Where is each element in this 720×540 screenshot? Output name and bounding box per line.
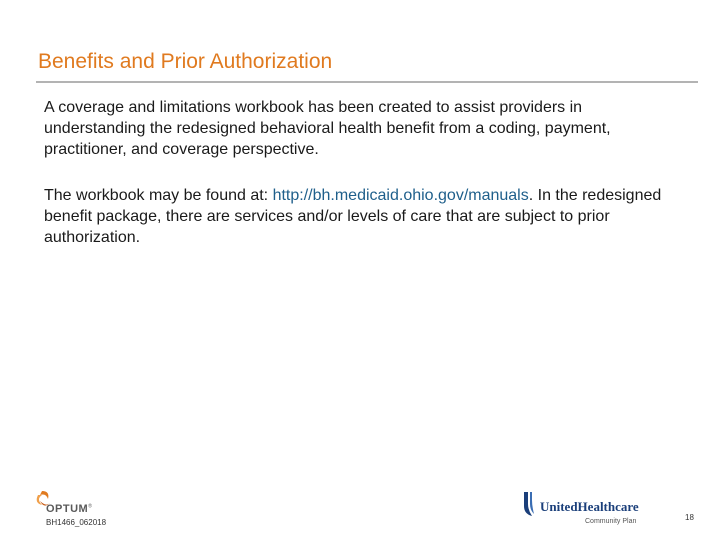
manuals-link[interactable]: http://bh.medicaid.ohio.gov/manuals [272, 187, 529, 204]
paragraph-prefix: The workbook may be found at: [44, 187, 273, 204]
optum-logo-text: OPTUM® [46, 503, 93, 515]
page-number: 18 [685, 513, 694, 522]
title-divider [36, 81, 698, 83]
page-title: Benefits and Prior Authorization [38, 50, 333, 73]
paragraph-suffix: . In the redesigned benefit package, there are services and/or levels of care that are subject to prior authorization. [44, 187, 662, 246]
uhc-subtext: Community Plan [585, 518, 637, 525]
paragraph-workbook-intro: A coverage and limitations workbook has been created to assist providers in understanding the redesigned behavioral health benefit from a coding, payment, practitioner, and coverage perspective. [44, 99, 611, 158]
uhc-logo-text: UnitedHealthcare [540, 499, 639, 514]
document-code: BH1466_062018 [46, 518, 107, 527]
paragraph-workbook-location [44, 185, 674, 248]
